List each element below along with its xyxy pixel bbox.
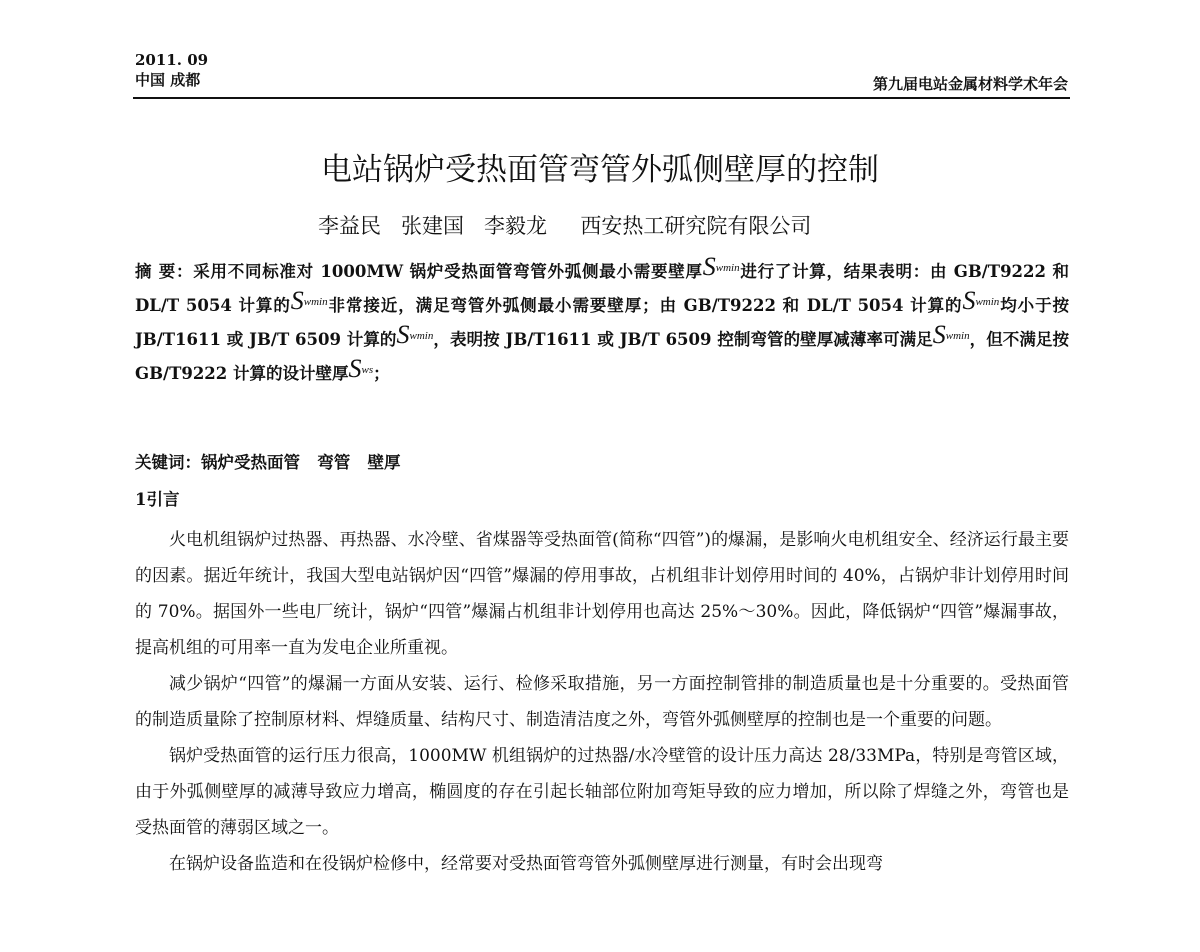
abstract-text-5: ，表明按 JB/T1611 或 JB/T 6509 控制弯管的壁厚减薄率可满足 (433, 330, 933, 349)
symbol-s-wmin: $S_{wmin}$ (962, 286, 1000, 315)
abstract (135, 252, 1069, 391)
abstract-text-6: ，但不满足按 GB/T9222 计算的设计壁厚 (135, 330, 1069, 383)
abstract-text-2: 进行了计算，结果表明：由 GB/T9222 和 DL/T 5054 计算的 (135, 262, 1069, 315)
symbol-s-wmin: $S_{wmin}$ (932, 320, 970, 349)
abstract-label: 摘 要： (135, 262, 194, 281)
header-rule (133, 97, 1070, 99)
section-heading: 1引言 (135, 490, 180, 509)
symbol-s-wmin: $S_{wmin}$ (396, 320, 434, 349)
header-location: 中国 成都 (135, 71, 201, 89)
paragraph: 火电机组锅炉过热器、再热器、水冷壁、省煤器等受热面管(简称“四管”)的爆漏，是影响火电机组安全、经济运行最主要的因素。据近年统计，我国大型电站锅炉因“四管”爆漏的停用事故，占机组非计划停用时间的 40%，占锅炉非计划停用时间的 70%。据国外一些电厂统计，锅炉“四管”爆漏占机组非计划停用也高达 25%～30%。因此，降低锅炉“四管”爆漏事故，提高机组的可用率一直为发电企业所重视。 (135, 530, 1069, 658)
paragraph: 减少锅炉“四管”的爆漏一方面从安装、运行、检修采取措施，另一方面控制管排的制造质量也是十分重要的。受热面管的制造质量除了控制原材料、焊缝质量、结构尺寸、制造清洁度之外，弯管外弧侧壁厚的控制也是一个重要的问题。 (135, 674, 1069, 730)
header-left (135, 50, 208, 90)
body-content (135, 522, 1069, 882)
symbol-s-wmin: $S_{wmin}$ (290, 286, 328, 315)
abstract-text-3: 非常接近，满足弯管外弧侧最小需要壁厚；由 GB/T9222 和 DL/T 5054 计算的 (327, 296, 963, 315)
header-date: 2011. 09 (135, 51, 209, 69)
paper-authors: 李益民 张建国 李毅龙 西安热工研究院有限公司 (318, 214, 812, 238)
abstract-text-7: ； (373, 364, 390, 383)
paper-title: 电站锅炉受热面管弯管外弧侧壁厚的控制 (321, 152, 879, 188)
header-conference: 第九届电站金属材料学术年会 (872, 75, 1068, 93)
paragraph: 锅炉受热面管的运行压力很高，1000MW 机组锅炉的过热器/水冷壁管的设计压力高达 28/33MPa，特别是弯管区域，由于外弧侧壁厚的减薄导致应力增高，椭圆度的存在引起长轴部位附加弯矩导致的应力增加，所以除了焊缝之外，弯管也是受热面管的薄弱区域之一。 (135, 746, 1069, 838)
keywords: 关键词：锅炉受热面管 弯管 壁厚 (135, 453, 401, 472)
abstract-text-1: 采用不同标准对 1000MW 锅炉受热面管弯管外弧侧最小需要壁厚 (193, 262, 703, 281)
abstract-text-4: 均小于按 JB/T1611 或 JB/T 6509 计算的 (135, 296, 1069, 349)
symbol-s-ws: $S_{ws}$ (348, 354, 374, 383)
paragraph: 在锅炉设备监造和在役锅炉检修中，经常要对受热面管弯管外弧侧壁厚进行测量，有时会出现弯 (169, 854, 883, 874)
symbol-s-wmin: $S_{wmin}$ (702, 252, 740, 281)
